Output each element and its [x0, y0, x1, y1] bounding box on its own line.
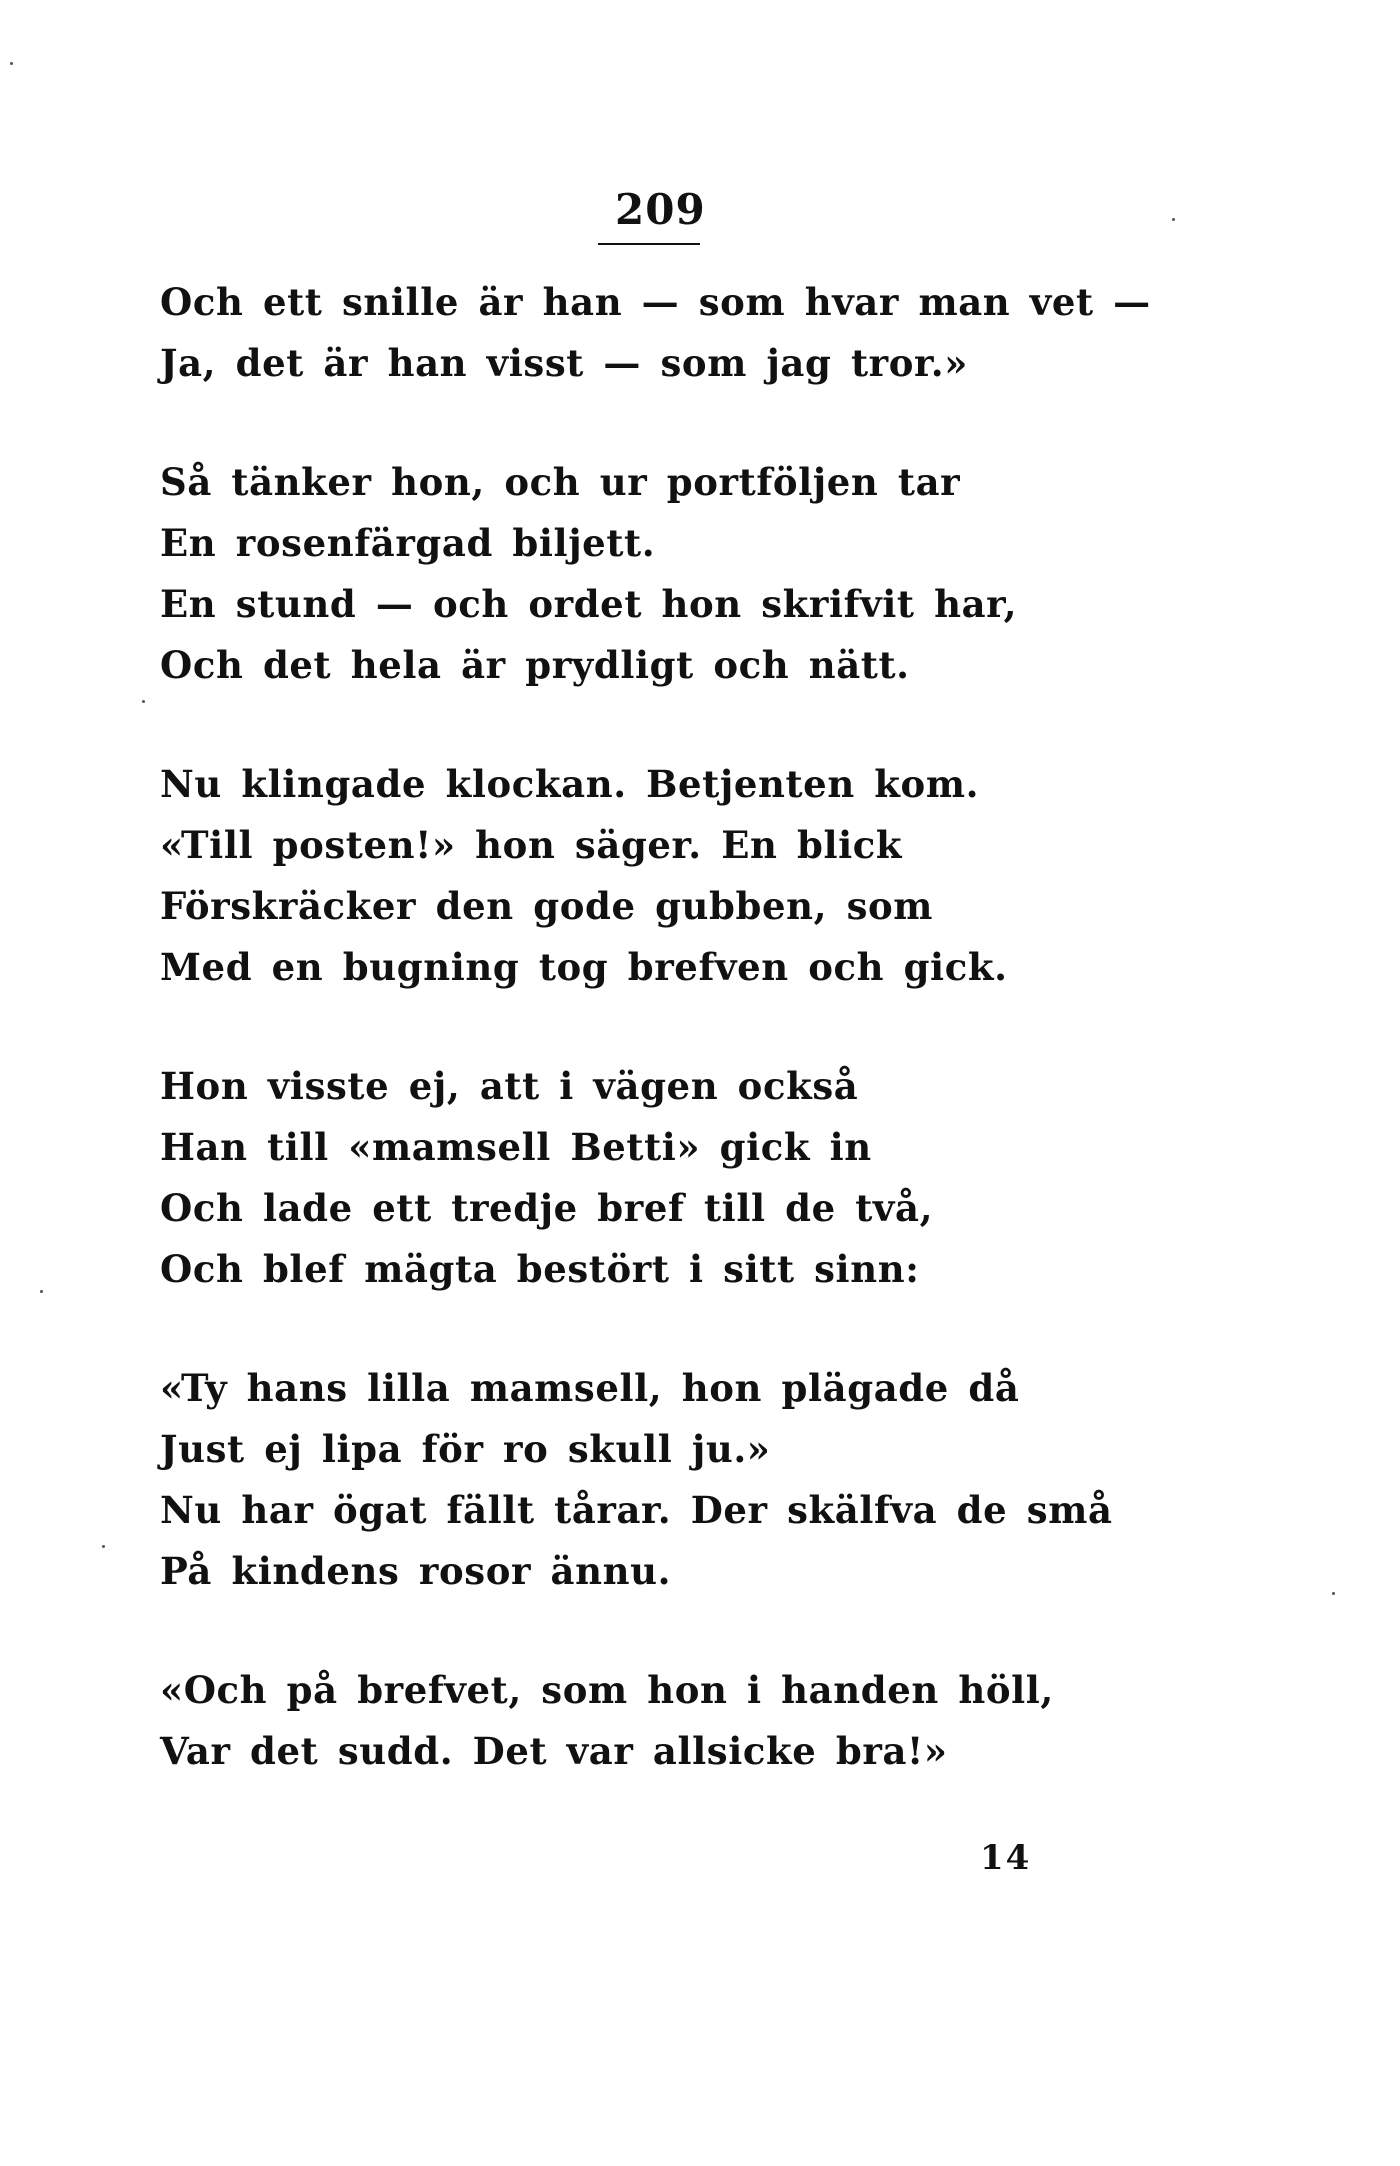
poem-line: På kindens rosor ännu.: [160, 1549, 672, 1593]
signature-mark: 14: [980, 1838, 1032, 1878]
paper-speck: [10, 62, 13, 65]
poem-line: Och blef mägta bestört i sitt sinn:: [160, 1247, 920, 1291]
poem-line: Med en bugning tog brefven och gick.: [160, 945, 1008, 989]
poem-line: «Och på brefvet, som hon i handen höll,: [160, 1668, 1054, 1712]
poem-line: Han till «mamsell Betti» gick in: [160, 1125, 872, 1169]
poem-line: Så tänker hon, och ur portföljen tar: [160, 460, 961, 504]
page-number-rule: [598, 243, 700, 245]
poem-line: Nu har ögat fällt tårar. Der skälfva de små: [160, 1488, 1113, 1532]
stanza-4: [160, 1056, 1280, 1300]
poem-line: En stund — och ordet hon skrifvit har,: [160, 582, 1018, 626]
stanza-6: [160, 1660, 1280, 1782]
poem-line: «Till posten!» hon säger. En blick: [160, 823, 903, 867]
poem-line: Och lade ett tredje bref till de två,: [160, 1186, 934, 1230]
paper-speck: [1172, 218, 1175, 221]
poem-line: Ja, det är han visst — som jag tror.»: [160, 341, 968, 385]
paper-speck: [102, 1545, 105, 1548]
poem-line: Förskräcker den gode gubben, som: [160, 884, 934, 928]
poem-line: «Ty hans lilla mamsell, hon plägade då: [160, 1366, 1020, 1410]
paper-speck: [1332, 1592, 1335, 1595]
poem-line: Just ej lipa för ro skull ju.»: [160, 1427, 771, 1471]
paper-speck: [142, 700, 145, 703]
poem-line: Och ett snille är han — som hvar man vet —: [160, 280, 1151, 324]
stanza-5: [160, 1358, 1280, 1602]
poem-line: Nu klingade klockan. Betjenten kom.: [160, 762, 980, 806]
stanza-2: [160, 452, 1280, 696]
page-number: 209: [615, 185, 706, 234]
poem-line: Var det sudd. Det var allsicke bra!»: [160, 1729, 948, 1773]
paper-speck: [40, 1290, 43, 1293]
poem-line: En rosenfärgad biljett.: [160, 521, 656, 565]
poem-body: [160, 272, 1280, 1840]
poem-line: Och det hela är prydligt och nätt.: [160, 643, 910, 687]
stanza-1: [160, 272, 1280, 394]
poem-line: Hon visste ej, att i vägen också: [160, 1064, 859, 1108]
stanza-3: [160, 754, 1280, 998]
